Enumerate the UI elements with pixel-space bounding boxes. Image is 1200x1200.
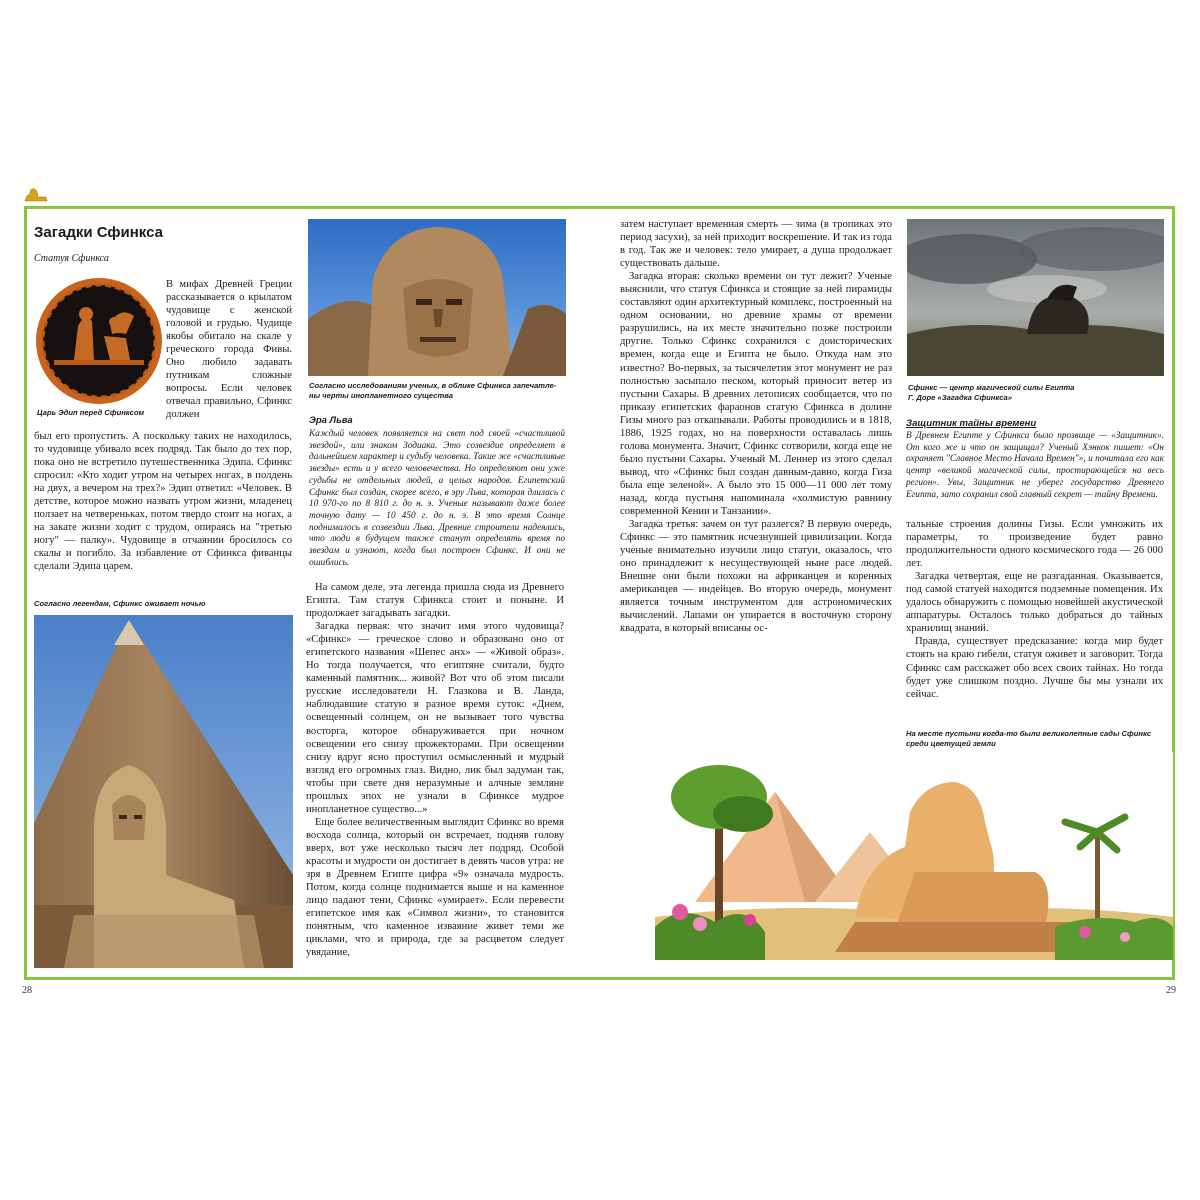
painting-caption-line: Сфинкс — центр магической силы Египта bbox=[908, 383, 1075, 392]
garden-illustration bbox=[655, 752, 1173, 960]
garden-caption: На месте пустыни когда-то были великолепные сады Сфинкс среди цветущей земли bbox=[906, 729, 1152, 748]
vase-image bbox=[34, 276, 164, 406]
vase-caption: Царь Эдип перед Сфинксом bbox=[37, 408, 145, 417]
col3-paragraph: затем наступает временная смерть — зима (в тропиках это период засухи), за ней приходит воскрешение. И так из года в год. Так же и человек: тело умирает, а душа продолжает существовать дальше. bbox=[620, 219, 892, 270]
sphinx-face-photo bbox=[308, 219, 566, 376]
statue-label: Статуя Сфинкса bbox=[34, 253, 109, 264]
col3-text bbox=[620, 218, 892, 636]
painting-caption-line: Г. Доре «Загадка Сфинкса» bbox=[908, 393, 1012, 402]
painting-caption bbox=[908, 383, 1165, 403]
dore-painting bbox=[907, 219, 1164, 376]
era-title: Эра Льва bbox=[309, 415, 353, 426]
col2-paragraph: Загадка первая: что значит имя этого чудовища? «Сфинкс» — греческое слово и образовано оно от египетского названия «Шепес анх» — «Живой образ». Но тогда получается, что египтяне считали, будто каменный памятник... живой? Вот что об этом писали русские исследователи Н. Глазкова и В. Ланда, наблюдавшие статую в разное время суток: «Днем, освещенный солнцем, он не вызывает того чувства восторга, которое обнаруживается при ночном освещении его снизу прожекторами. При освещении снизу вдруг ясно проступил осмысленный и мудрый взгляд его огромных глаз. Видно, лик был задуман так, чтобы при свете дня неразумные и алчные земляне прошлых эпох не узнали в Сфинксе мудрое инопланетное существо...» bbox=[306, 621, 564, 815]
time-keeper-title: Защитник тайны времени bbox=[906, 418, 1037, 429]
page-title: Загадки Сфинкса bbox=[34, 224, 163, 241]
col1-text: был его пропустить. А поскольку таких не находилось, то чудовище убивало всех подряд. Так было до тех пор, пока оно не встретило путешественника Эдипа. Сфинкс спросил: «Кто ходит утром на четырех ногах, в полдень на двух, а вечером на трех?» Эдип ответил: «Человек. В детстве, которое можно назвать утром жизни, младенец ползает на четвереньках, потом твердо стоит на ногах, а на закате жизни ходит с трудом, опираясь на "третью ногу" — палку». Чудовище в отчаянии бросилось со скалы и погибло. За избавление от Сфинкса фиванцы сделали Эдипа царем. bbox=[34, 431, 292, 573]
col4-paragraph: Загадка четвертая, еще не разгаданная. Оказывается, под самой статуей находятся подземные помещения. Их удалось обнаружить с помощью новейшей акустической аппаратуры. Осталось только добраться до тайных хранилищ знаний. bbox=[906, 571, 1163, 635]
page-number-left: 28 bbox=[22, 985, 32, 996]
col2-text bbox=[306, 581, 564, 959]
page-number-right: 29 bbox=[1166, 985, 1176, 996]
col2-paragraph: Еще более величественным выглядит Сфинкс во время восхода солнца, который он встречает, подняв голову вверх, вот уже несколько тысяч лет подряд. Особой красоты и мудрости он достигает в девять часов утра: не зря в Древнем Египте цифра «9» означала мудрость. Потом, когда солнце поднимается выше и на каменное лицо падают тени, Сфинкс «умирает». Если перевести египетское имя как «Символ жизни», то становится понятным, что каменное изваяние живет теми же циклами, что и природа, где за расцветом следует увядание, bbox=[306, 816, 564, 959]
col4-text bbox=[906, 518, 1163, 701]
sphinx-icon bbox=[24, 186, 48, 202]
time-keeper-text: В Древнем Египте у Сфинкса было прозвище — «Защитник». От кого же и что он защищал? Ученый Хэнкок пишет: «Он охраняет "Славное Место Начала Времен"», и почитала его как центр «великой магической силы, простирающейся на весь регион». Увы, Защитник не уберег государство Древнего Египта, зато сохранил свой главный секрет — тайну Времени. bbox=[906, 431, 1164, 500]
col3-paragraph: Загадка третья: зачем он тут разлегся? В первую очередь, Сфинкс — это памятник исчезнувшей цивилизации. Когда ученые внимательно изучили лицо статуи, оказалось, что оно принадлежит к несуществующей ныне расе людей. Внешне они были похожи на африканцев и коренных американцев — индейцев. Во вторую очередь, монумент является точным инструментом для астрономических вычислений. Лапами он упирается в восточную сторону квадрата, в который вписаны ос- bbox=[620, 519, 892, 635]
night-caption: Согласно легендам, Сфинкс оживает ночью bbox=[34, 599, 206, 608]
col4-paragraph: тальные строения долины Гизы. Если умножить их параметры, то произведение будет равно продолжительности одного космического года — 26 000 лет. bbox=[906, 519, 1163, 570]
era-text: Каждый человек появляется на свет под своей «счастливой звездой», или знаком Зодиака. Это созвездие определяет в дальнейшем характер и судьбу человека. Такие же «счастливые звезды» есть и у всего человечества. Но определяют они уже судьбы не отдельных людей, а целых народов. Египетский Сфинкс был создан, скорее всего, в эру Льва, которая длилась с 10 970-го по 8 810 г. до н. э. Ученые называют даже более точную дату — 10 450 г. до н. э. В это время Солнце поднималось в созвездии Льва. Древние строители надеялись, что люди в будущем также станут определять время по звездам и узнают, когда был построен Сфинкс. И они не ошиблись. bbox=[309, 429, 565, 568]
col1-wrap-text: В мифах Древней Греции рассказывается о крылатом чудовище с женской головой и грудью. Чудище якобы обитало на скале у греческого города Фивы. Оно любило задавать путникам сложные вопросы. Если человек отвечал правильно, Сфинкс должен bbox=[166, 279, 292, 421]
face-caption: Согласно исследованиям ученых, в облике Сфинкса запечатле-ны черты инопланетного существа bbox=[309, 381, 557, 400]
col2-paragraph: На самом деле, эта легенда пришла сюда из Древнего Египта. Там статуя Сфинкса стоит и поныне. И продолжает загадывать загадки. bbox=[306, 582, 564, 620]
col3-paragraph: Загадка вторая: сколько времени он тут лежит? Ученые выяснили, что статуя Сфинкса и стоящие за ней пирамиды составляют один архитектурный комплекс, построенный на одном основании, но древние храмы от времени разрушились, на их месте значительно позже построили другие. Только Сфинкс сохранился с доисторических времен, когда еще и Египта не было. Откуда нам это известно? Во-первых, за тысячелетия этот монумент не раз полностью засыпало песком, который приносит ветер из пустыни Сахары. В древних летописях сообщается, что по приказу египетских фараонов статую Сфинкса в долине Гизы много раз откапывали. Работы проводились и в 1818, 1886, 1925 годах, но на поверхности оставалась лишь голова монумента. Значит, Сфинкс сотворили, когда еще не было пустыни Сахары. Ученый М. Леннер из этого сделал вывод, что «Сфинкс был создан давным-давно, когда Гиза была еще зеленой». А было это 15 000—11 000 лет тому назад, когда пустыня напоминала «холмистую равнину современной Кении и Танзании». bbox=[620, 271, 892, 518]
sphinx-night-photo bbox=[34, 615, 293, 968]
col4-paragraph: Правда, существует предсказание: когда мир будет стоять на краю гибели, статуя оживет и заговорит. Тогда Сфинкс сам расскажет обо всех своих тайнах. Но тогда будет уже слишком поздно. Лучше бы мы узнали их сейчас. bbox=[906, 636, 1163, 700]
